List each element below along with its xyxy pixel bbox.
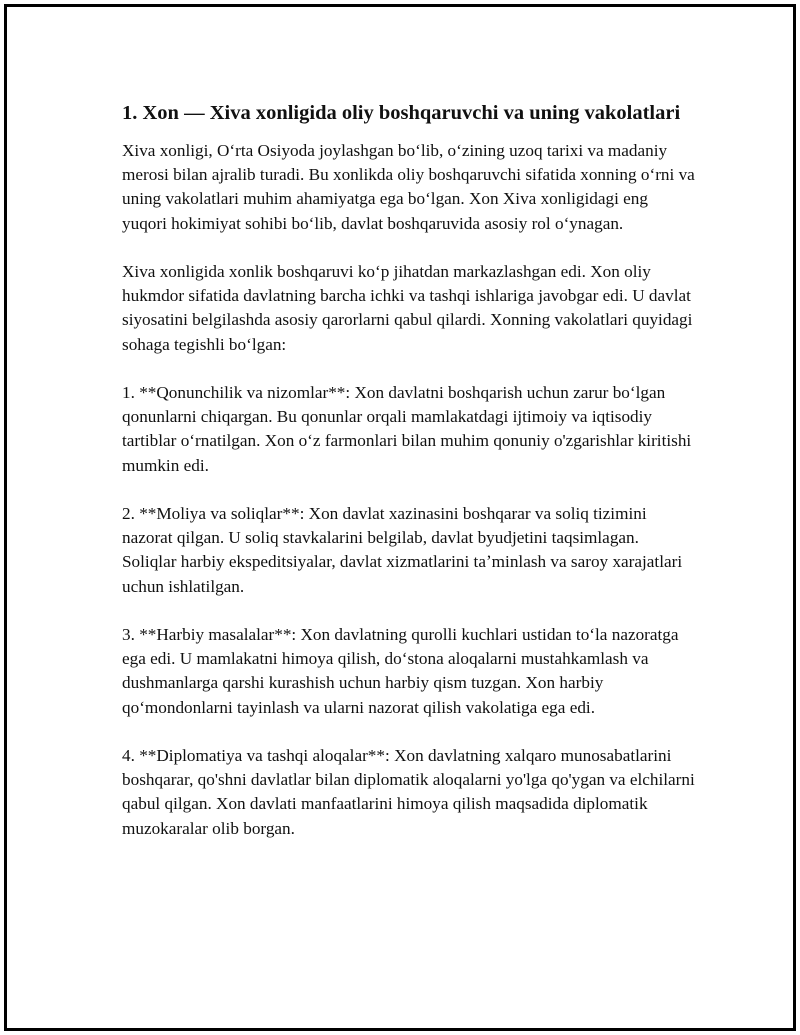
paragraph-item-1: 1. **Qonunchilik va nizomlar**: Xon davlatni boshqarish uchun zarur boʻlgan qonunlarni chiqargan. Bu qonunlar orqali mamlakatdagi ijtimoiy va iqtisodiy tartiblar oʻrnatilgan. Xon oʻz farmonlari bilan muhim qonuniy o'zgarishlar kiritishi mumkin edi.	[122, 383, 692, 475]
paragraph-item-3: 3. **Harbiy masalalar**: Xon davlatning qurolli kuchlari ustidan toʻla nazoratga ega edi. U mamlakatni himoya qilish, doʻstona aloqalarni mustahkamlash va dushmanlarga qarshi kurashish uchun harbiy qism tuzgan. Xon harbiy qoʻmondonlarni tayinlash va ularni nazorat qilish vakolatiga ega edi.	[122, 625, 679, 717]
paragraph-intro: Xiva xonligi, Oʻrta Osiyoda joylashgan boʻlib, oʻzining uzoq tarixi va madaniy merosi bilan ajralib turadi. Bu xonlikda oliy boshqaruvchi sifatida xonning oʻrni va uning vakolatlari muhim ahamiyatga ega boʻlgan. Xon Xiva xonligidagi eng yuqori hokimiyat sohibi boʻlib, davlat boshqaruvida asosiy rol oʻynagan.	[122, 141, 695, 233]
paragraph-overview: Xiva xonligida xonlik boshqaruvi koʻp jihatdan markazlashgan edi. Xon oliy hukmdor sifatida davlatning barcha ichki va tashqi ishlariga javobgar edi. U davlat siyosatini belgilashda asosiy qarorlarni qabul qilardi. Xonning vakolatlari quyidagi sohaga tegishli boʻlgan:	[122, 262, 693, 354]
paragraph-item-4: 4. **Diplomatiya va tashqi aloqalar**: Xon davlatning xalqaro munosabatlarini boshqarar, qo'shni davlatlar bilan diplomatik aloqalarni yo'lga qo'ygan va elchilarni qabul qilgan. Xon davlati manfaatlarini himoya qilish maqsadida diplomatik muzokaralar olib borgan.	[122, 746, 695, 838]
page-frame	[4, 4, 796, 1031]
document-body	[121, 99, 696, 865]
document-title: 1. Xon — Xiva xonligida oliy boshqaruvchi va uning vakolatlari	[122, 102, 681, 124]
paragraph-item-2: 2. **Moliya va soliqlar**: Xon davlat xazinasini boshqarar va soliq tizimini nazorat qilgan. U soliq stavkalarini belgilab, davlat byudjetini taqsimlagan. Soliqlar harbiy ekspeditsiyalar, davlat xizmatlarini taʼminlash va saroy xarajatlari uchun ishlatilgan.	[122, 504, 683, 596]
